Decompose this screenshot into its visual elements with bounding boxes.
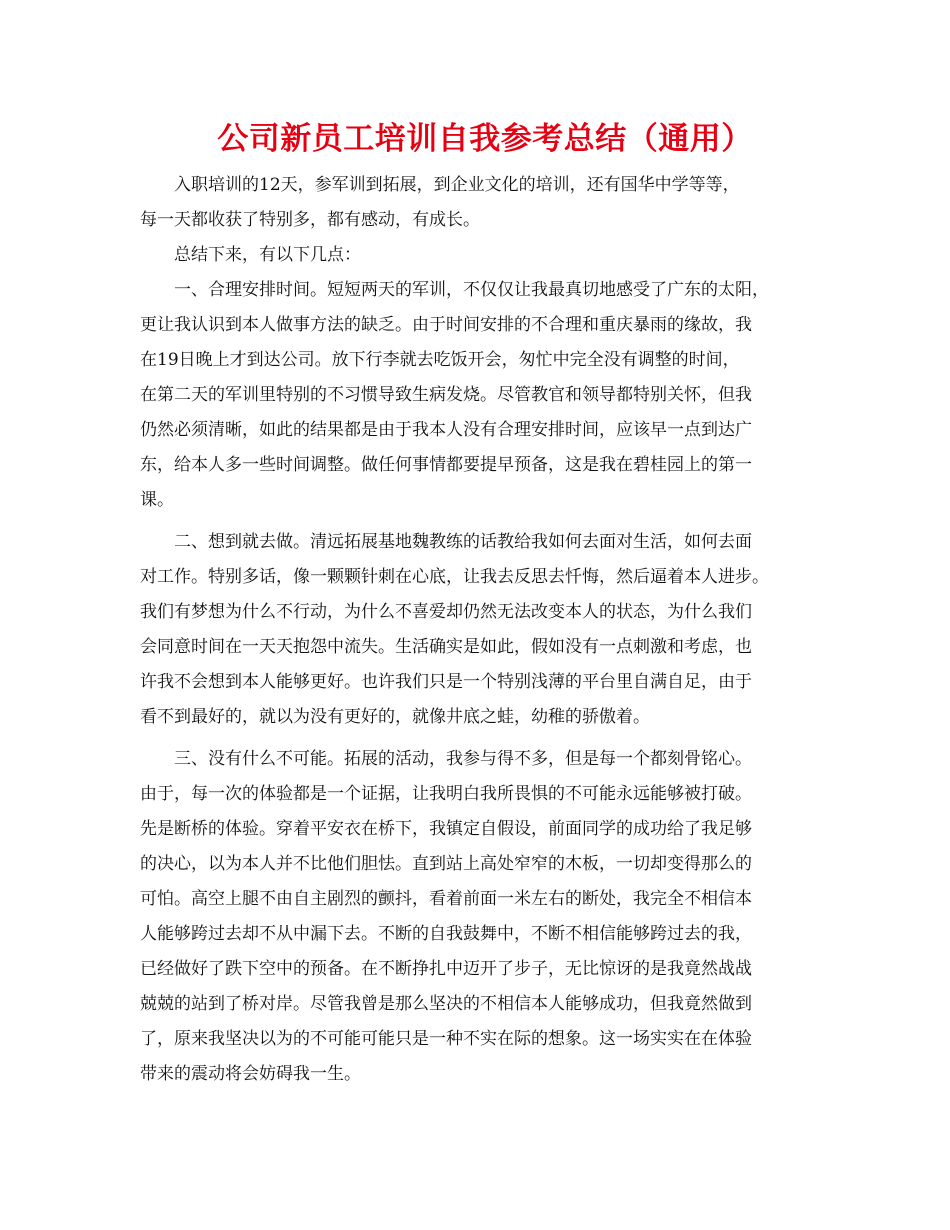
text-line: 课。 [140, 490, 174, 510]
text-line: 先是断桥的体验。穿着平安衣在桥下，我镇定自假设，前面同学的成功给了我足够 [140, 819, 752, 839]
text-line: 二、想到就去做。清远拓展基地魏教练的话教给我如何去面对生活，如何去面 [140, 532, 752, 552]
text-line: 已经做好了跌下空中的预备。在不断挣扎中迈开了步子，无比惊讶的是我竟然战战 [140, 959, 752, 979]
text-line: 入职培训的12天，参军训到拓展，到企业文化的培训，还有国华中学等等， [140, 175, 740, 195]
text-line: 带来的震动将会妨碍我一生。 [140, 1064, 361, 1084]
text-line: 对工作。特别多话，像一颗颗针刺在心底，让我去反思去忏悔，然后逼着本人进步。 [140, 567, 769, 587]
paragraph-1 [140, 168, 830, 238]
document-body [140, 168, 830, 1092]
text-line: 许我不会想到本人能够更好。也许我们只是一个特别浅薄的平台里自满自足，由于 [140, 672, 752, 692]
paragraph-2 [140, 238, 830, 273]
text-line: 了，原来我坚决以为的不可能可能只是一种不实在际的想象。这一场实实在在体验 [140, 1029, 752, 1049]
document-title: 公司新员工培训自我参考总结（通用） [217, 121, 753, 157]
text-line: 的决心，以为本人并不比他们胆怯。直到站上高处窄窄的木板，一切却变得那么的 [140, 854, 752, 874]
text-line: 我们有梦想为什么不行动，为什么不喜爱却仍然无法改变本人的状态，为什么我们 [140, 602, 752, 622]
paragraph-gap [140, 518, 830, 525]
text-line: 在第二天的军训里特别的不习惯导致生病发烧。尽管教官和领导都特别关怀，但我 [140, 385, 752, 405]
text-line: 更让我认识到本人做事方法的缺乏。由于时间安排的不合理和重庆暴雨的缘故，我 [140, 315, 752, 335]
paragraph-gap [140, 735, 830, 742]
text-line: 可怕。高空上腿不由自主剧烈的颤抖，看着前面一米左右的断处，我完全不相信本 [140, 889, 752, 909]
text-line: 兢兢的站到了桥对岸。尽管我曾是那么坚决的不相信本人能够成功，但我竟然做到 [140, 994, 752, 1014]
text-line: 看不到最好的，就以为没有更好的，就像井底之蛙，幼稚的骄傲着。 [140, 707, 650, 727]
text-line: 仍然必须清晰，如此的结果都是由于我本人没有合理安排时间，应该早一点到达广 [140, 420, 752, 440]
text-line: 在19日晚上才到达公司。放下行李就去吃饭开会，匆忙中完全没有调整的时间， [140, 350, 740, 370]
text-line: 总结下来，有以下几点： [140, 245, 361, 265]
paragraph-5 [140, 742, 830, 1092]
text-line: 会同意时间在一天天抱怨中流失。生活确实是如此，假如没有一点刺激和考虑，也 [140, 637, 752, 657]
paragraph-4 [140, 525, 830, 735]
text-line: 东，给本人多一些时间调整。做任何事情都要提早预备，这是我在碧桂园上的第一 [140, 455, 752, 475]
text-line: 由于，每一次的体验都是一个证据，让我明白我所畏惧的不可能永远能够被打破。 [140, 784, 752, 804]
text-line: 人能够跨过去却不从中漏下去。不断的自我鼓舞中，不断不相信能够跨过去的我， [140, 924, 752, 944]
text-line: 每一天都收获了特别多，都有感动，有成长。 [140, 210, 480, 230]
paragraph-3 [140, 273, 830, 518]
text-line: 一、合理安排时间。短短两天的军训，不仅仅让我最真切地感受了广东的太阳， [140, 280, 769, 300]
text-line: 三、没有什么不可能。拓展的活动，我参与得不多，但是每一个都刻骨铭心。 [140, 749, 752, 769]
